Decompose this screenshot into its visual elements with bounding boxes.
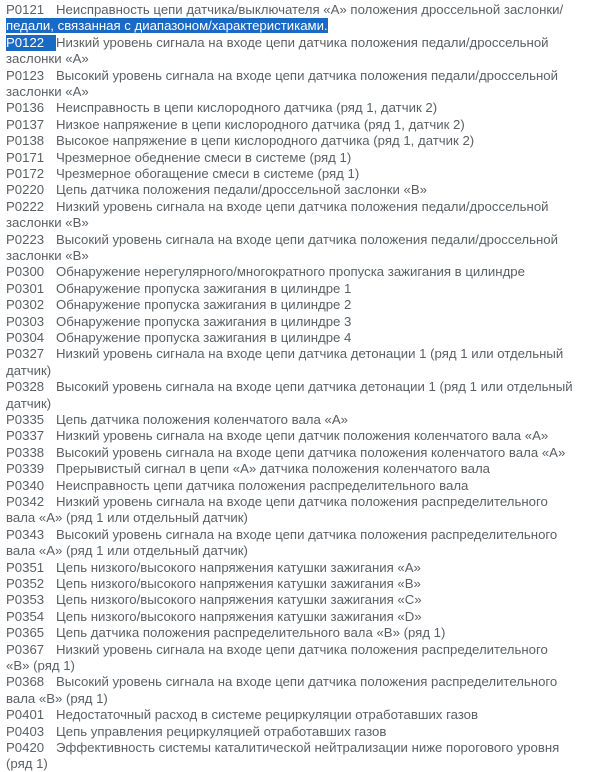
dtc-code: P0300 <box>6 264 45 280</box>
dtc-entry <box>6 527 594 543</box>
dtc-code: P0302 <box>6 297 45 313</box>
dtc-entry <box>6 182 594 198</box>
dtc-description: Цепь низкого/высокого напряжения катушки зажигания «В» <box>56 576 421 591</box>
dtc-entry <box>6 740 594 756</box>
dtc-entry <box>6 592 594 608</box>
dtc-code: P0222 <box>6 198 45 214</box>
dtc-entry <box>6 346 594 362</box>
dtc-code: P0220 <box>6 182 45 198</box>
dtc-entry <box>6 576 594 592</box>
dtc-description: педали, связанная с диапазоном/характеристиками. <box>6 18 328 34</box>
dtc-entry <box>6 264 594 280</box>
dtc-code: P0353 <box>6 592 45 608</box>
dtc-entry <box>6 494 594 510</box>
dtc-code: P0339 <box>6 461 45 477</box>
dtc-description: Высокое напряжение в цепи кислородного датчика (ряд 1, датчик 2) <box>56 133 475 149</box>
dtc-code: P0354 <box>6 608 45 624</box>
dtc-entry-continuation <box>6 543 594 559</box>
dtc-description: Цепь низкого/высокого напряжения катушки зажигания «D» <box>56 608 422 624</box>
dtc-description: Чрезмерное обеднение смеси в системе (ряд 1) <box>56 149 352 165</box>
dtc-code: P0368 <box>6 674 45 690</box>
dtc-entry-continuation <box>6 396 594 412</box>
dtc-code: P0351 <box>6 559 45 575</box>
dtc-description: датчик) <box>6 395 52 411</box>
dtc-description: Обнаружение пропуска зажигания в цилиндре 1 <box>56 280 352 296</box>
dtc-code: P0121 <box>6 2 45 17</box>
dtc-code: P0340 <box>6 477 45 493</box>
dtc-entry-continuation <box>6 215 594 231</box>
dtc-description: Эффективность системы каталитической нейтрализации ниже порогового уровня <box>56 740 560 755</box>
dtc-entry <box>6 35 594 51</box>
dtc-description: Высокий уровень сигнала на входе цепи датчика положения распределительного <box>56 674 558 690</box>
dtc-entry <box>6 428 594 444</box>
dtc-description: вала «В» (ряд 1) <box>6 690 108 706</box>
dtc-description: Высокий уровень сигнала на входе цепи датчика положения педали/дроссельной <box>56 231 558 247</box>
dtc-description: Чрезмерное обогащение смеси в системе (ряд 1) <box>56 166 360 181</box>
dtc-description: Цепь датчика положения педали/дроссельной заслонки «В» <box>56 182 427 198</box>
dtc-code: P0138 <box>6 133 45 149</box>
dtc-entry-continuation <box>6 51 594 67</box>
dtc-code: P0171 <box>6 149 45 165</box>
dtc-code: P0367 <box>6 641 45 657</box>
dtc-description: Неисправность цепи датчика положения распределительного вала <box>56 477 469 493</box>
dtc-description: Низкий уровень сигнала на входе цепи датчика положения распределительного <box>56 641 548 657</box>
dtc-code: P0401 <box>6 707 45 723</box>
dtc-entry <box>6 412 594 428</box>
dtc-description: «В» (ряд 1) <box>6 658 75 673</box>
dtc-entry <box>6 166 594 182</box>
dtc-code: P0335 <box>6 412 45 427</box>
dtc-entry <box>6 117 594 133</box>
dtc-description: Обнаружение нерегулярного/многократного пропуска зажигания в цилиндре <box>56 264 525 280</box>
dtc-description: Высокий уровень сигнала на входе цепи датчика детонации 1 (ряд 1 или отдельный <box>56 379 573 395</box>
dtc-description: Низкий уровень сигнала на входе цепи датчика положения распределительного <box>56 494 548 509</box>
dtc-description: (ряд 1) <box>6 756 48 772</box>
dtc-description: Низкий уровень сигнала на входе цепи датчика детонации 1 (ряд 1 или отдельный <box>56 346 564 362</box>
dtc-entry <box>6 609 594 625</box>
dtc-code: P0352 <box>6 576 45 591</box>
dtc-entry-continuation <box>6 510 594 526</box>
dtc-entry-continuation <box>6 363 594 379</box>
dtc-description: Цепь датчика положения коленчатого вала «А» <box>56 412 348 427</box>
dtc-description: Низкий уровень сигнала на входе цепи датчик положения коленчатого вала «А» <box>56 428 549 444</box>
dtc-code: P0365 <box>6 625 45 641</box>
dtc-description: вала «А» (ряд 1 или отдельный датчик) <box>6 543 248 559</box>
dtc-description: Высокий уровень сигнала на входе цепи датчика положения педали/дроссельной <box>56 67 558 83</box>
dtc-description: Низкий уровень сигнала на входе цепи датчика положения педали/дроссельной <box>56 198 549 214</box>
dtc-code: P0343 <box>6 526 45 542</box>
dtc-entry <box>6 100 594 116</box>
dtc-entry <box>6 724 594 740</box>
dtc-description: Неисправность цепи датчика/выключателя «А» положения дроссельной заслонки/ <box>56 2 564 17</box>
dtc-description: Цепь датчика положения распределительного вала «В» (ряд 1) <box>56 625 446 641</box>
dtc-entry-continuation <box>6 658 594 674</box>
dtc-entry <box>6 314 594 330</box>
dtc-entry <box>6 674 594 690</box>
dtc-entry <box>6 707 594 723</box>
dtc-entry <box>6 150 594 166</box>
dtc-entry <box>6 445 594 461</box>
dtc-description: заслонки «А» <box>6 51 89 67</box>
dtc-code: P0137 <box>6 116 45 132</box>
dtc-entry <box>6 232 594 248</box>
dtc-description: заслонки «В» <box>6 215 89 231</box>
dtc-code: P0123 <box>6 67 45 83</box>
dtc-code: P0342 <box>6 494 45 509</box>
dtc-description: Низкий уровень сигнала на входе цепи датчика положения педали/дроссельной <box>56 34 549 50</box>
dtc-code: P0337 <box>6 428 45 444</box>
dtc-entry <box>6 133 594 149</box>
dtc-code: P0403 <box>6 723 45 739</box>
dtc-description: Цепь низкого/высокого напряжения катушки зажигания «А» <box>56 559 421 575</box>
dtc-entry <box>6 560 594 576</box>
dtc-entry <box>6 297 594 313</box>
dtc-entry <box>6 199 594 215</box>
dtc-entry-continuation <box>6 756 594 772</box>
dtc-entry-continuation <box>6 691 594 707</box>
dtc-description: Высокий уровень сигнала на входе цепи датчика положения коленчатого вала «А» <box>56 444 566 460</box>
dtc-entry <box>6 625 594 641</box>
dtc-description: Обнаружение пропуска зажигания в цилиндре 2 <box>56 297 352 313</box>
dtc-description: Недостаточный расход в системе рециркуляции отработавших газов <box>56 707 479 723</box>
dtc-description: Цепь низкого/высокого напряжения катушки зажигания «С» <box>56 592 422 608</box>
dtc-code: P0303 <box>6 313 45 329</box>
dtc-code: P0338 <box>6 444 45 460</box>
dtc-code: P0223 <box>6 231 45 247</box>
dtc-description: Неисправность в цепи кислородного датчика (ряд 1, датчик 2) <box>56 100 438 116</box>
dtc-description: вала «А» (ряд 1 или отдельный датчик) <box>6 510 248 526</box>
dtc-code: P0420 <box>6 740 45 755</box>
dtc-entry <box>6 281 594 297</box>
dtc-code: P0327 <box>6 346 45 362</box>
dtc-entry-continuation <box>6 84 594 100</box>
dtc-description: Высокий уровень сигнала на входе цепи датчика положения распределительного <box>56 526 558 542</box>
dtc-entry-continuation <box>6 248 594 264</box>
dtc-entry <box>6 379 594 395</box>
dtc-entry <box>6 642 594 658</box>
dtc-code: P0304 <box>6 330 45 345</box>
dtc-description: Обнаружение пропуска зажигания в цилиндре 3 <box>56 313 352 329</box>
dtc-entry-continuation <box>6 18 594 34</box>
dtc-entry <box>6 330 594 346</box>
dtc-description: заслонки «А» <box>6 84 89 99</box>
dtc-code: P0136 <box>6 100 45 116</box>
dtc-code: P0122 <box>6 35 56 51</box>
dtc-entry <box>6 478 594 494</box>
dtc-description: Низкое напряжение в цепи кислородного датчика (ряд 1, датчик 2) <box>56 116 465 132</box>
dtc-description: Цепь управления рециркуляцией отработавших газов <box>56 723 387 739</box>
dtc-entry <box>6 2 594 18</box>
dtc-entry <box>6 68 594 84</box>
dtc-code: P0328 <box>6 379 45 395</box>
dtc-description: датчик) <box>6 362 52 378</box>
dtc-description: заслонки «В» <box>6 248 89 263</box>
dtc-description: Обнаружение пропуска зажигания в цилиндре 4 <box>56 330 352 345</box>
dtc-code: P0301 <box>6 280 45 296</box>
dtc-entry <box>6 461 594 477</box>
dtc-description: Прерывистый сигнал в цепи «А» датчика положения коленчатого вала <box>56 461 490 477</box>
dtc-code: P0172 <box>6 166 45 181</box>
